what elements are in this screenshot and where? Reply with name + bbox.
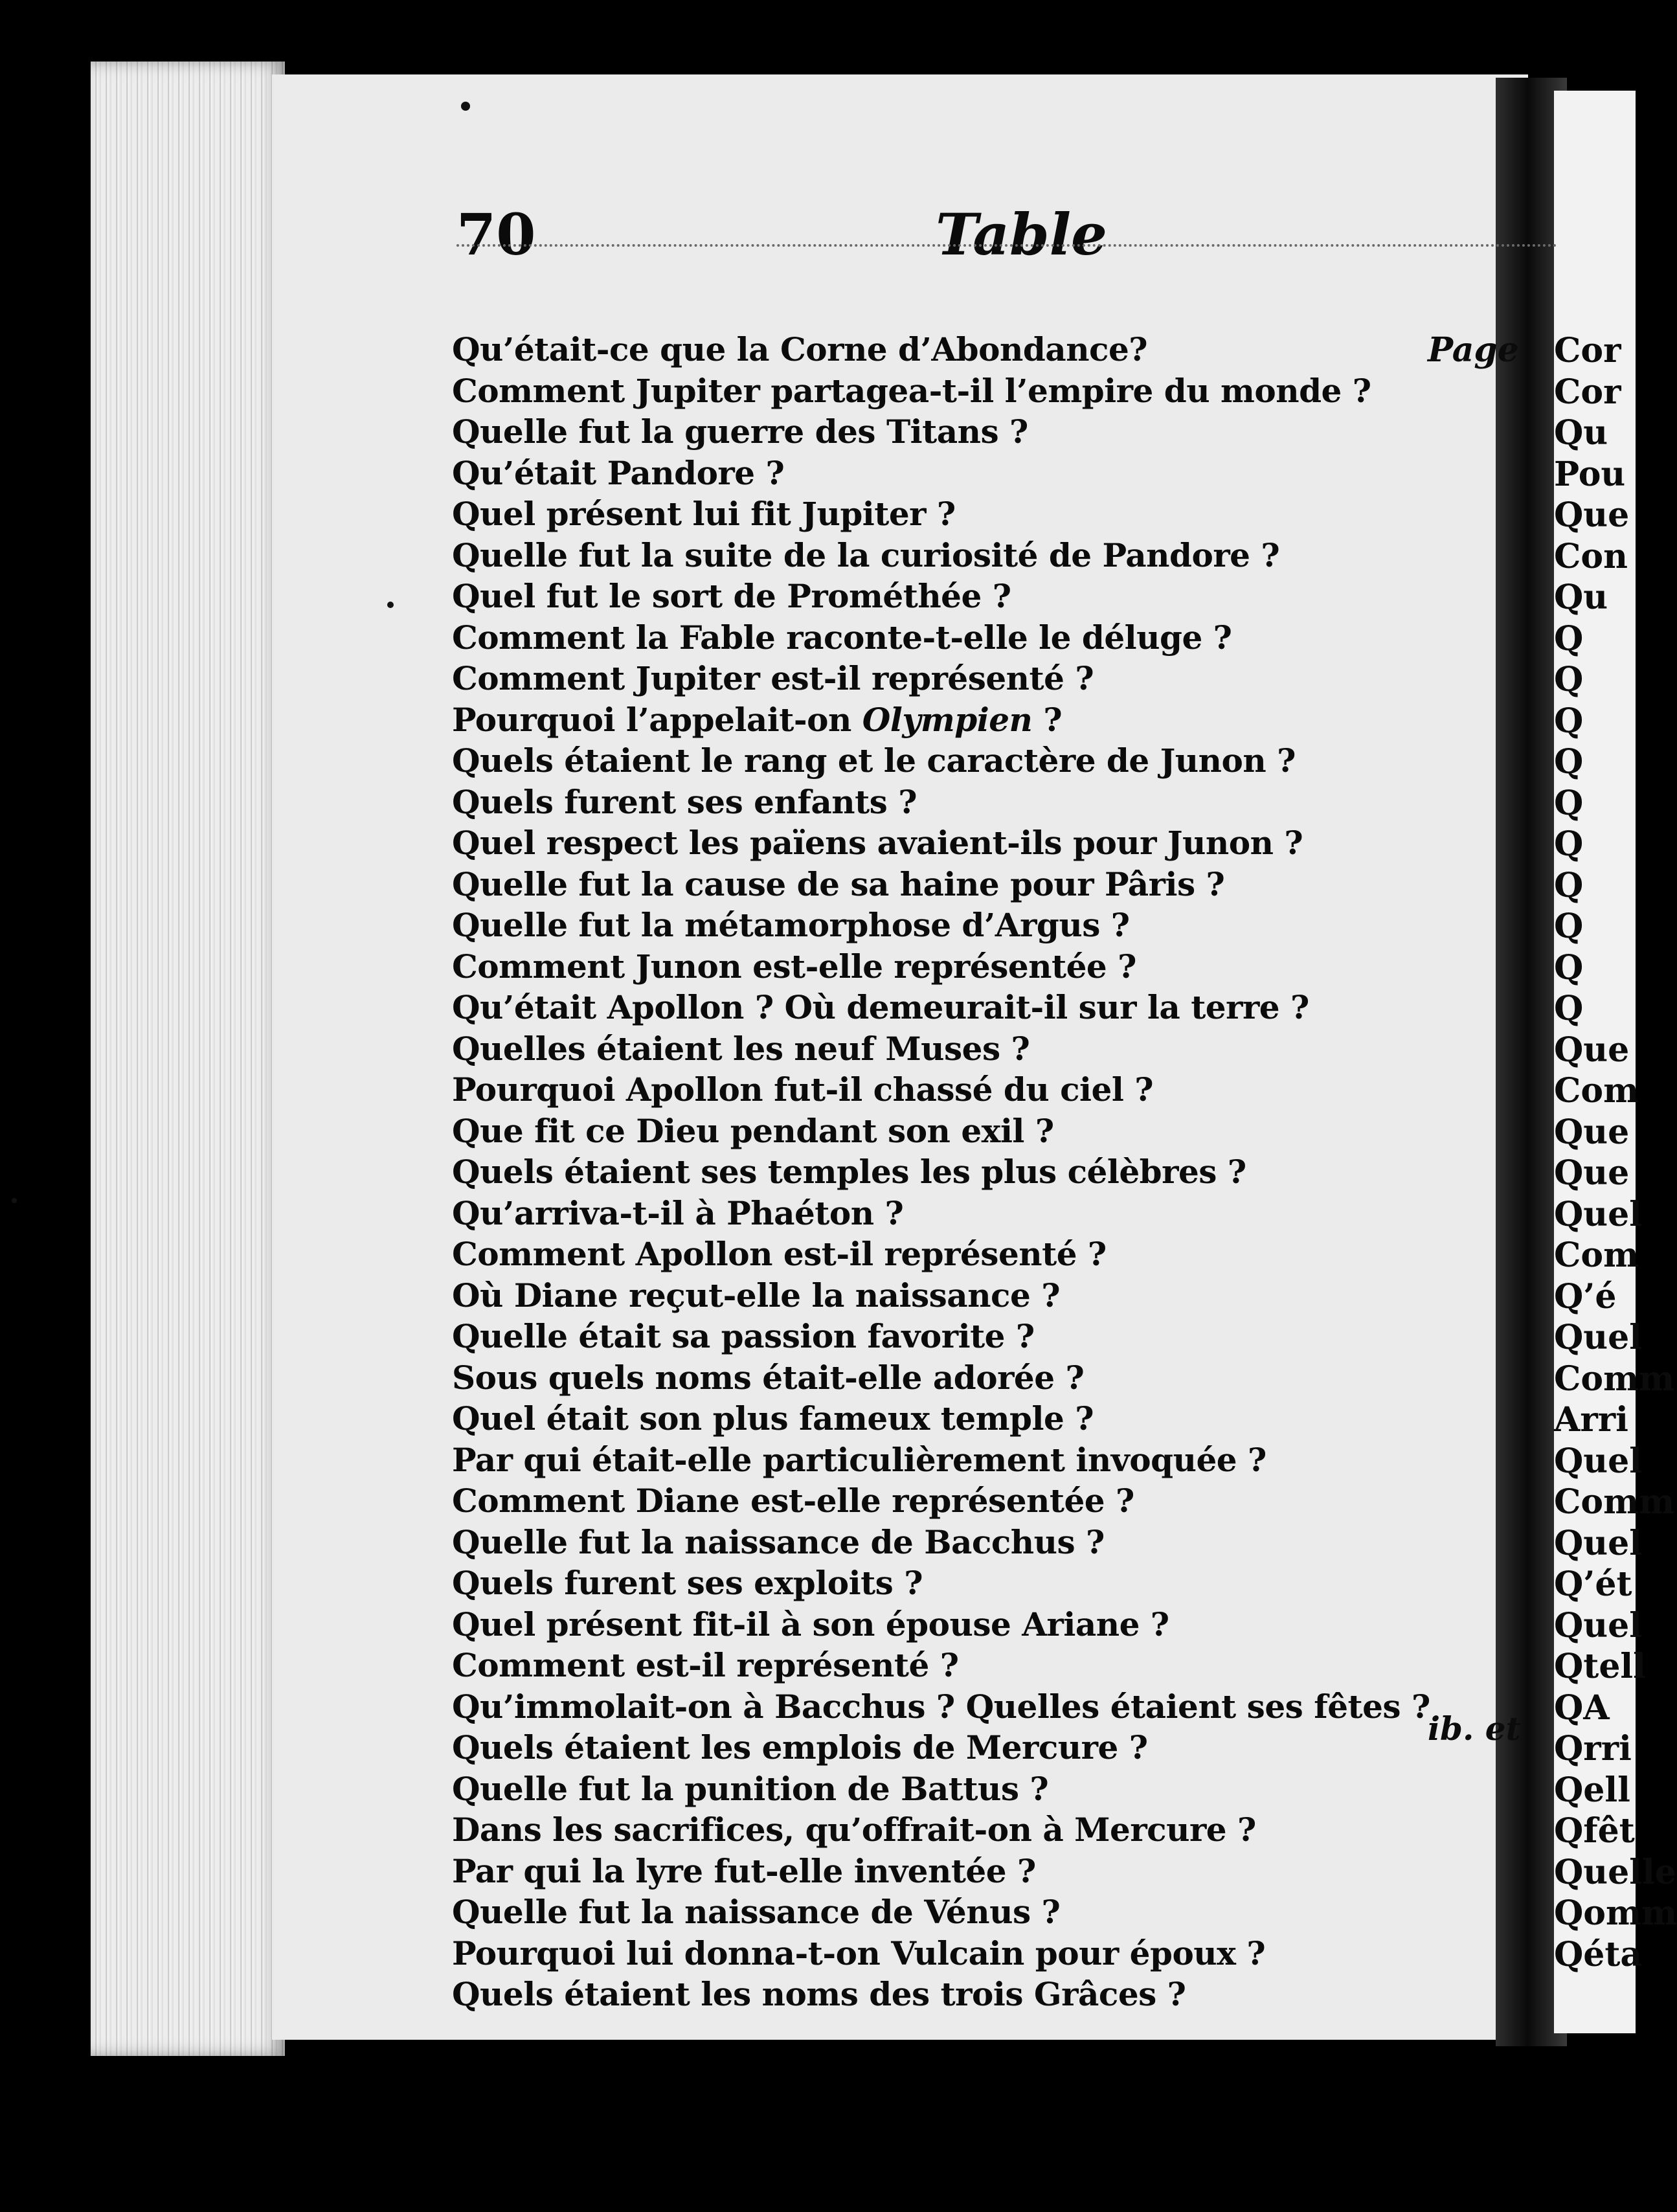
facing-fragment: Q — [1554, 701, 1584, 741]
facing-fragment: Quel — [1554, 1523, 1642, 1563]
facing-fragment: Q — [1554, 660, 1584, 699]
toc-entry: Quelle fut la guerre des Titans ? — [452, 412, 1028, 451]
header-rule — [456, 244, 1557, 247]
facing-fragment: Com — [1554, 1236, 1639, 1275]
toc-entry: Comment Jupiter partagea-t-il l’empire du monde ? — [452, 371, 1371, 410]
page-number: 70 — [456, 201, 536, 268]
dust-speck — [387, 602, 394, 608]
facing-fragment: Q’ét — [1554, 1564, 1632, 1604]
page-edges — [91, 62, 285, 2056]
toc-entry: Qu’arriva-t-il à Phaéton ? — [452, 1193, 904, 1232]
facing-fragment: Quel — [1554, 1194, 1642, 1234]
facing-fragment: Quel — [1554, 1441, 1642, 1481]
toc-entry: Comment Jupiter est-il représenté ? — [452, 659, 1094, 697]
facing-fragment: Qtell — [1554, 1647, 1646, 1686]
running-head: Table — [936, 201, 1108, 268]
facing-fragment: Q — [1554, 865, 1584, 905]
page-column-label: Page — [1428, 330, 1519, 370]
toc-entry: Quelle était sa passion favorite ? — [452, 1317, 1035, 1355]
facing-fragment: Q — [1554, 618, 1584, 659]
toc-entry: Quel respect les païens avaient-ils pour Junon ? — [452, 824, 1303, 862]
toc-entry: Sous quels noms était-elle adorée ? — [452, 1358, 1085, 1397]
toc-entry: Comment Apollon est-il représenté ? — [452, 1235, 1107, 1273]
toc-entry: Quelle fut la cause de sa haine pour Pâris ? — [452, 864, 1225, 903]
facing-fragment: Q — [1554, 947, 1584, 988]
facing-fragment: Quel — [1554, 1605, 1642, 1645]
toc-entry: Comment la Fable raconte-t-elle le déluge ? — [452, 618, 1232, 657]
toc-entry: Comment Junon est-elle représentée ? — [452, 947, 1136, 986]
facing-fragment: Qomm — [1554, 1893, 1677, 1933]
toc-entry: Quelle fut la punition de Battus ? — [452, 1769, 1049, 1808]
facing-fragment: Que — [1554, 495, 1630, 535]
toc-entry: Qu’immolait-on à Bacchus ? Quelles étaient ses fêtes ? — [452, 1687, 1430, 1726]
facing-fragment: Con — [1554, 536, 1628, 576]
facing-fragment: Q — [1554, 783, 1584, 823]
toc-entry-suffix: ? — [1032, 700, 1063, 739]
ibid-label: ib. et — [1428, 1710, 1521, 1748]
toc-entry: Quels étaient les emplois de Mercure ? — [452, 1728, 1148, 1766]
toc-entry: Quels furent ses exploits ? — [452, 1564, 923, 1602]
dust-speck — [461, 102, 470, 111]
toc-entry: Qu’était Apollon ? Où demeurait-il sur la terre ? — [452, 988, 1309, 1026]
toc-entry: Comment Diane est-elle représentée ? — [452, 1482, 1134, 1520]
toc-entry: Par qui la lyre fut-elle inventée ? — [452, 1851, 1036, 1890]
toc-entry: Par qui était-elle particulièrement invoquée ? — [452, 1440, 1266, 1479]
toc-entry: Qu’était-ce que la Corne d’Abondance? — [452, 330, 1148, 368]
toc-entry: Quel fut le sort de Prométhée ? — [452, 577, 1011, 615]
facing-fragment: Qfêt — [1554, 1811, 1635, 1851]
facing-fragment: Q’é — [1554, 1276, 1617, 1316]
facing-fragment: Arri — [1554, 1400, 1628, 1439]
facing-fragment: Comm — [1554, 1359, 1675, 1399]
facing-fragment: Q — [1554, 907, 1584, 946]
toc-entry-italic: Olympien — [862, 700, 1033, 739]
facing-fragment: Com — [1554, 1071, 1639, 1111]
facing-page-text-fragments — [1554, 330, 1677, 1975]
toc-entry: Où Diane reçut-elle la naissance ? — [452, 1276, 1061, 1315]
facing-fragment: Qu — [1554, 578, 1608, 617]
toc-entry: Pourquoi Apollon fut-il chassé du ciel ? — [452, 1070, 1154, 1109]
facing-fragment: Cor — [1554, 372, 1621, 412]
dust-speck — [12, 1198, 17, 1203]
facing-fragment: Que — [1554, 1030, 1630, 1070]
toc-entry: Quelles étaient les neuf Muses ? — [452, 1029, 1030, 1068]
toc-entry: Quels étaient les noms des trois Grâces ? — [452, 1975, 1186, 2013]
facing-fragment: Qell — [1554, 1770, 1630, 1810]
facing-fragment: Q — [1554, 824, 1584, 864]
toc-entry: Que fit ce Dieu pendant son exil ? — [452, 1111, 1054, 1150]
toc-entry: Comment est-il représenté ? — [452, 1646, 959, 1684]
page-header — [456, 201, 1557, 278]
toc-entry: Quel présent fit-il à son épouse Ariane ? — [452, 1605, 1169, 1643]
toc-entry: Quels étaient ses temples les plus célèbres ? — [452, 1153, 1246, 1191]
toc-entry: Quel présent lui fit Jupiter ? — [452, 495, 956, 533]
toc-entry: Quelle fut la naissance de Bacchus ? — [452, 1522, 1105, 1561]
toc-entry: Quelle fut la suite de la curiosité de Pandore ? — [452, 536, 1280, 574]
toc-entry-text: Pourquoi l’appelait-on — [452, 700, 851, 739]
toc-entry: Pourquoi lui donna-t-on Vulcain pour époux ? — [452, 1934, 1266, 1972]
facing-fragment: Que — [1554, 1112, 1630, 1152]
toc-entry: Quel était son plus fameux temple ? — [452, 1399, 1094, 1438]
toc-entry: Quelle fut la métamorphose d’Argus ? — [452, 906, 1130, 944]
facing-fragment: Comm — [1554, 1482, 1675, 1522]
toc-entry: Dans les sacrifices, qu’offrait-on à Mercure ? — [452, 1811, 1256, 1849]
toc-entry: Quels furent ses enfants ? — [452, 782, 917, 821]
toc-entry: Qu’était Pandore ? — [452, 453, 785, 492]
table-of-contents — [452, 329, 1566, 2015]
facing-fragment: Pou — [1554, 454, 1626, 494]
facing-fragment: Quel — [1554, 1318, 1642, 1357]
facing-fragment: Que — [1554, 1153, 1630, 1193]
facing-fragment: Q — [1554, 742, 1584, 782]
facing-fragment: Qéta — [1554, 1934, 1643, 1974]
facing-fragment: Quelle — [1554, 1852, 1676, 1892]
facing-fragment: Qu — [1554, 413, 1608, 453]
toc-entry: Quelle fut la naissance de Vénus ? — [452, 1893, 1061, 1931]
toc-entry — [452, 699, 1566, 741]
facing-fragment: Cor — [1554, 331, 1621, 370]
facing-fragment: QA — [1554, 1687, 1610, 1728]
facing-fragment: Q — [1554, 989, 1584, 1028]
toc-entry: Quels étaient le rang et le caractère de Junon ? — [452, 741, 1296, 780]
facing-fragment: Qrri — [1554, 1729, 1632, 1768]
